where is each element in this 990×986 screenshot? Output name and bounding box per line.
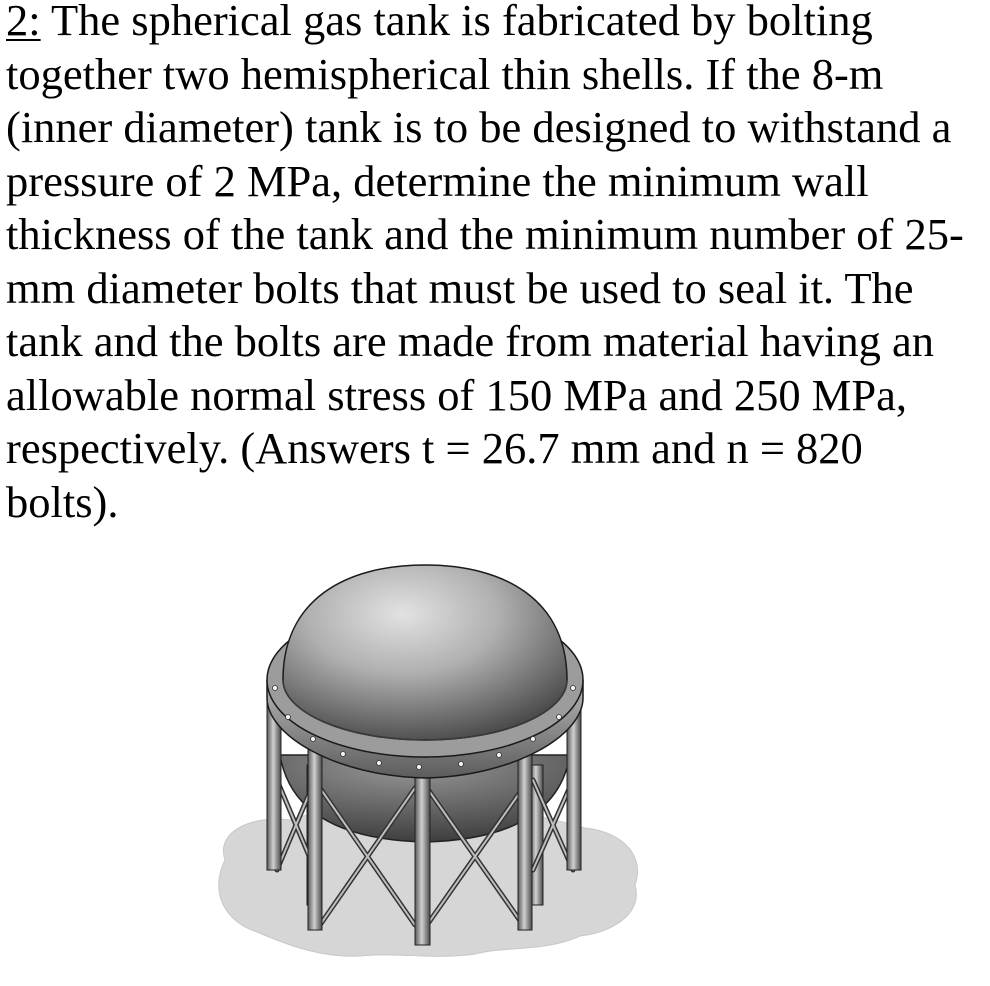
problem-line-6: mm diameter bolts that must be used to seal it. The xyxy=(6,262,914,313)
problem-line-8: allowable normal stress of 150 MPa and 250 MPa, xyxy=(6,369,907,420)
problem-line-7: tank and the bolts are made from material having an xyxy=(6,316,934,366)
problem-line-5: thickness of the tank and the minimum number of 25- xyxy=(6,209,964,259)
problem-line-9: respectively. (Answers t = 26.7 mm and n = 820 xyxy=(6,423,863,473)
problem-line-4: pressure of 2 MPa, determine the minimum wall xyxy=(6,155,869,206)
problem-statement xyxy=(6,0,986,529)
problem-line-10: bolts). xyxy=(6,476,119,527)
problem-line-1 xyxy=(6,0,986,48)
problem-number: 2: xyxy=(6,0,41,45)
upper-hemisphere xyxy=(283,565,567,740)
gas-tank-figure xyxy=(195,540,655,986)
gas-tank-illustration xyxy=(195,540,655,986)
problem-line-3: (inner diameter) tank is to be designed to withstand a xyxy=(6,102,952,152)
problem-text-1: The spherical gas tank is fabricated by bolting xyxy=(40,0,873,45)
problem-line-2: together two hemispherical thin shells. If the 8-m xyxy=(6,48,884,99)
